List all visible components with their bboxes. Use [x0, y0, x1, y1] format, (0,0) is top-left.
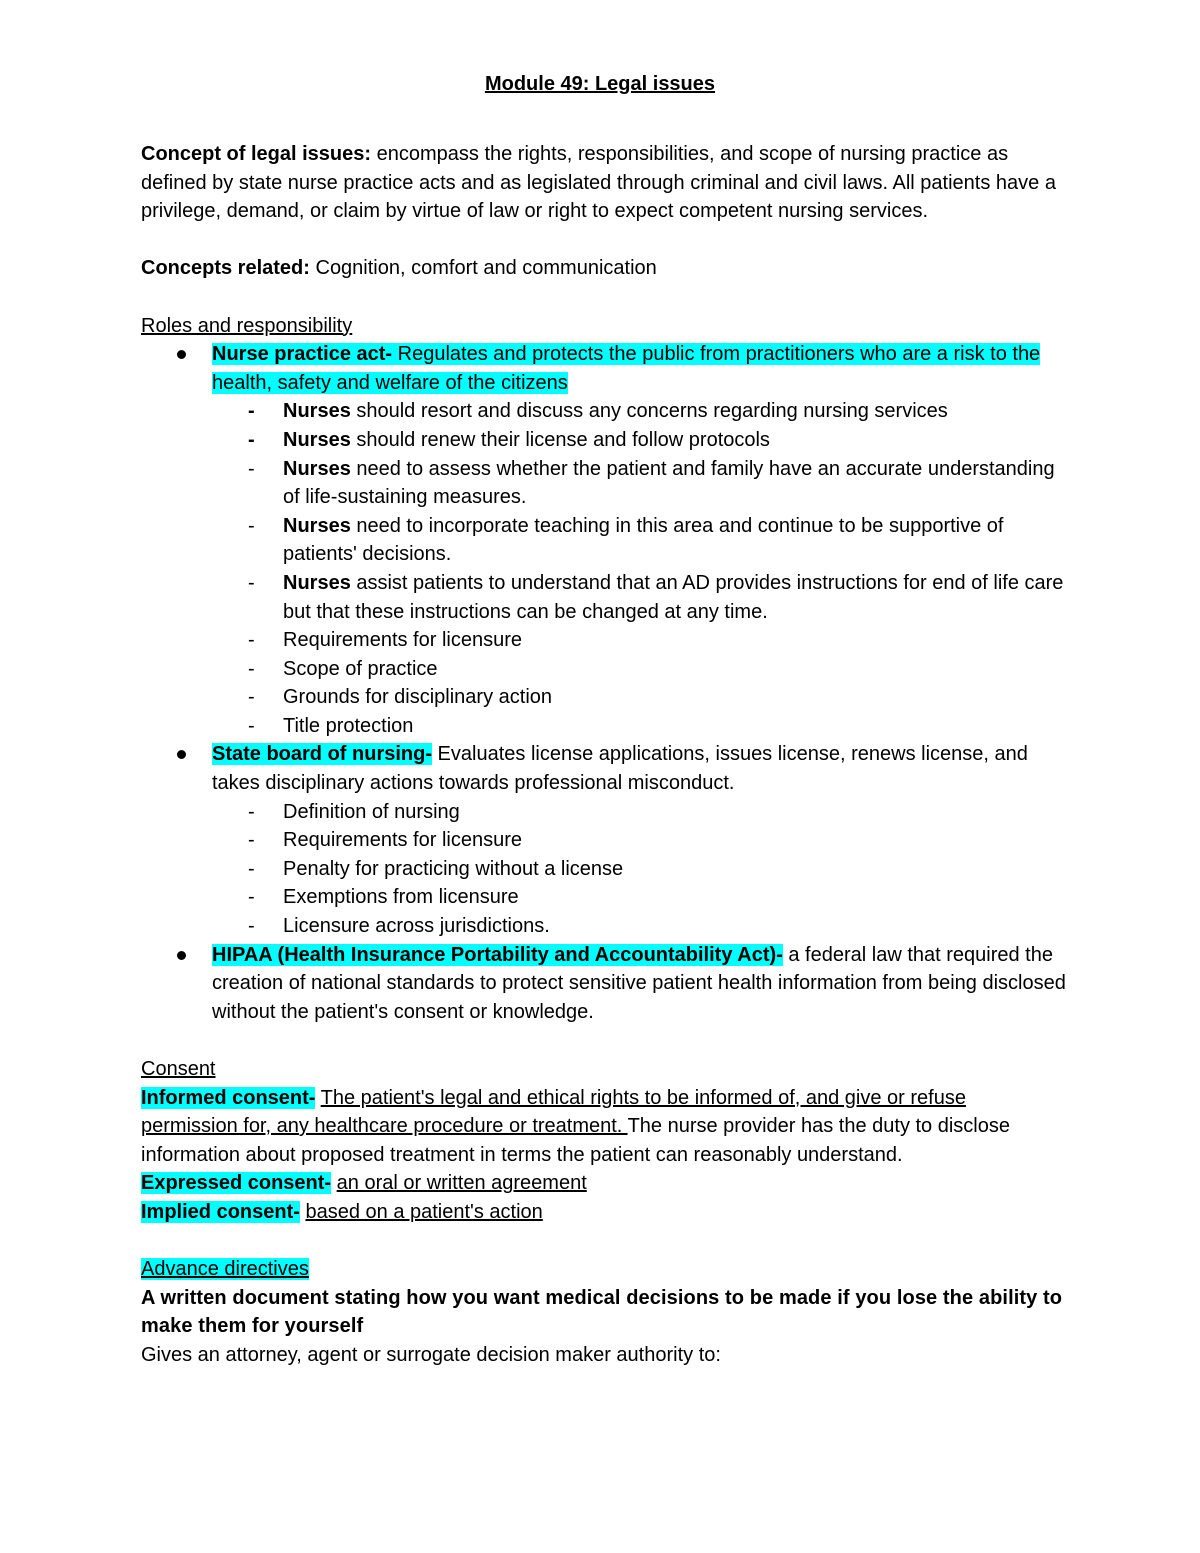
dash-icon: -	[248, 686, 255, 709]
state-board-label: State board of nursing-	[212, 743, 432, 766]
dash-icon: -	[248, 400, 255, 423]
expressed-consent-text: an oral or written agreement	[336, 1172, 587, 1195]
subitem-text: Requirements for licensure	[283, 629, 522, 652]
dash-icon: -	[248, 571, 255, 594]
informed-consent-paragraph	[141, 1084, 1066, 1170]
dash-icon: -	[248, 428, 255, 451]
subitem-text: Penalty for practicing without a license	[283, 857, 624, 880]
subitem-text: need to assess whether the patient and family have an accurate understanding of life-sustaining measures.	[283, 457, 1055, 509]
list-item	[248, 397, 1066, 426]
roles-list	[141, 340, 1066, 1026]
dash-icon: -	[248, 629, 255, 652]
implied-consent-text: based on a patient's action	[305, 1200, 543, 1223]
subitem-text: Grounds for disciplinary action	[283, 686, 553, 709]
subitem-text: assist patients to understand that an AD provides instructions for end of life care but that these instructions can be changed at any time.	[283, 571, 1064, 623]
bullet-icon	[177, 750, 186, 759]
consent-heading: Consent	[141, 1058, 216, 1080]
subitem-text: Requirements for licensure	[283, 829, 522, 852]
list-item	[212, 340, 1066, 740]
dash-icon: -	[248, 886, 255, 909]
informed-consent-label: Informed consent-	[141, 1086, 316, 1109]
subitem-text: should resort and discuss any concerns regarding nursing services	[350, 400, 948, 423]
subitem-text: Title protection	[283, 714, 414, 737]
list-item	[248, 455, 1066, 512]
nurse-practice-act-text: Regulates and protects the public from practitioners who are a risk to the health, safety and welfare of the citizens	[212, 343, 1041, 394]
concept-label: Concept of legal issues:	[141, 143, 372, 165]
dash-icon: -	[248, 457, 255, 480]
subitem-text: Exemptions from licensure	[283, 886, 519, 909]
roles-heading: Roles and responsibility	[141, 314, 353, 337]
list-item	[248, 883, 1066, 912]
subitem-bold: Nurses	[283, 428, 351, 451]
concept-paragraph	[141, 140, 1066, 226]
subitem-bold: Nurses	[283, 571, 351, 594]
nurse-practice-act-sublist	[212, 397, 1066, 740]
advance-directives-definition: A written document stating how you want medical decisions to be made if you lose the ability to make them for yourself	[141, 1286, 1063, 1338]
subitem-bold: Nurses	[283, 457, 351, 480]
list-item	[248, 426, 1066, 455]
hipaa-text: a federal law that required the creation of national standards to protect sensitive patient health information from being disclosed without the patient's consent or knowledge.	[212, 943, 1066, 1023]
dash-icon: -	[248, 657, 255, 680]
list-item	[248, 683, 1066, 712]
dash-icon: -	[248, 829, 255, 852]
implied-consent-paragraph	[141, 1198, 1066, 1227]
bullet-icon	[177, 951, 186, 960]
concepts-related-text: Cognition, comfort and communication	[309, 257, 657, 280]
dash-icon: -	[248, 714, 255, 737]
subitem-text: Licensure across jurisdictions.	[283, 915, 550, 938]
list-item	[248, 626, 1066, 655]
dash-icon: -	[248, 915, 255, 938]
advance-directives-heading-line	[141, 1255, 1066, 1284]
subitem-bold: Nurses	[283, 400, 351, 423]
list-item	[212, 941, 1066, 1027]
list-item	[212, 740, 1066, 940]
subitem-text: should renew their license and follow protocols	[350, 428, 770, 451]
informed-consent-definition: The patient's legal and ethical rights to be informed of, and give or refuse permission for, any healthcare procedure or treatment.	[141, 1086, 966, 1138]
document-body	[141, 140, 1066, 1370]
nurse-practice-act-label: Nurse practice act-	[212, 343, 393, 366]
state-board-text: Evaluates license applications, issues license, renews license, and takes disciplinary actions towards professional misconduct.	[212, 743, 1028, 795]
list-item	[248, 512, 1066, 569]
dash-icon: -	[248, 514, 255, 537]
list-item	[248, 826, 1066, 855]
informed-consent-text: The nurse provider has the duty to disclose information about proposed treatment in terms the patient can reasonably understand.	[141, 1115, 1010, 1166]
hipaa-label: HIPAA (Health Insurance Portability and Accountability Act)-	[212, 943, 783, 966]
advance-directives-text: Gives an attorney, agent or surrogate decision maker authority to:	[141, 1343, 721, 1366]
advance-directives-heading: Advance directives	[141, 1258, 309, 1281]
implied-consent-label: Implied consent-	[141, 1200, 300, 1223]
subitem-bold: Nurses	[283, 514, 351, 537]
page-title: Module 49: Legal issues	[484, 73, 716, 95]
subitem-text: Definition of nursing	[283, 800, 460, 823]
list-item	[248, 855, 1066, 884]
concept-text: encompass the rights, responsibilities, and scope of nursing practice as defined by state nurse practice acts and as legislated through criminal and civil laws. All patients have a privilege, demand, or claim by virtue of law or right to expect competent nursing services.	[141, 143, 1056, 223]
bullet-icon	[177, 350, 186, 359]
subitem-text: need to incorporate teaching in this area and continue to be supportive of patients' decisions.	[283, 514, 1004, 566]
subitem-text: Scope of practice	[283, 657, 438, 680]
highlighted-text	[212, 343, 1040, 394]
expressed-consent-label: Expressed consent-	[141, 1172, 332, 1195]
concepts-related-label: Concepts related:	[141, 257, 310, 280]
state-board-sublist	[212, 798, 1066, 941]
list-item	[248, 712, 1066, 741]
list-item	[248, 655, 1066, 684]
concepts-related-paragraph	[141, 254, 1066, 283]
list-item	[248, 569, 1066, 626]
list-item	[248, 798, 1066, 827]
list-item	[248, 912, 1066, 941]
dash-icon: -	[248, 857, 255, 880]
expressed-consent-paragraph	[141, 1169, 1066, 1198]
dash-icon: -	[248, 800, 255, 823]
